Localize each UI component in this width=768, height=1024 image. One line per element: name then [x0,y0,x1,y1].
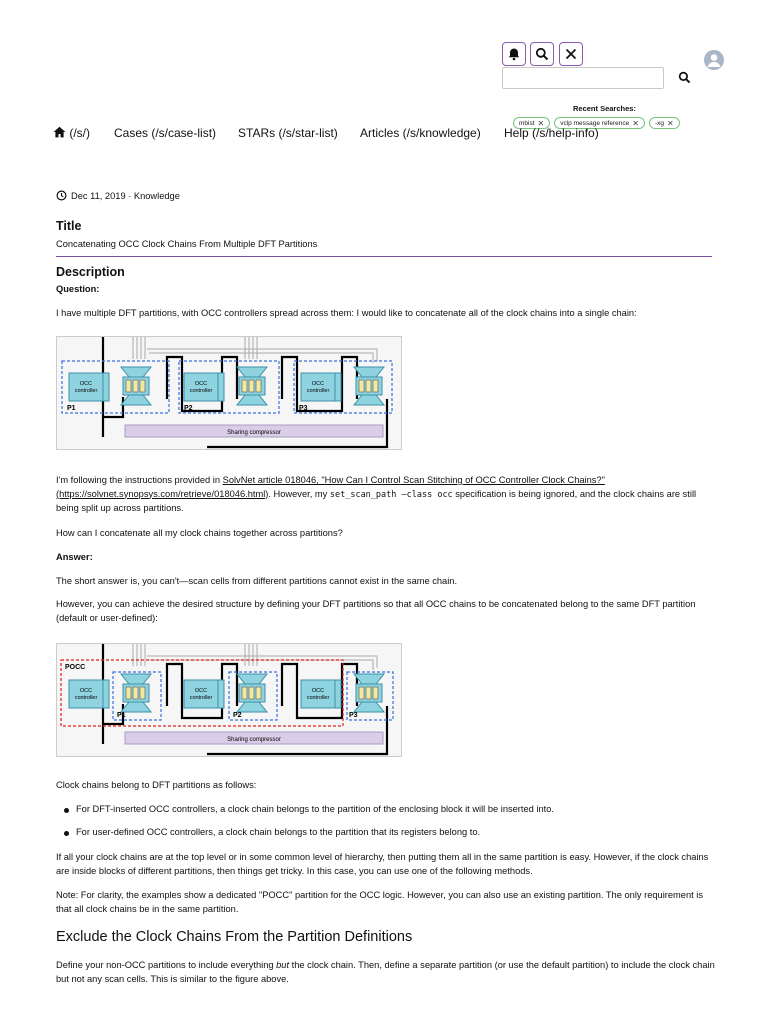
svg-text:controller: controller [306,695,330,701]
bell-icon [507,47,521,61]
svg-text:OCC: OCC [79,381,93,387]
svg-text:POCC: POCC [65,664,86,671]
occ-controller [301,373,341,401]
note-paragraph: Note: For clarity, the examples show a dedicated "POCC" partition for the OCC logic. However, you can also use an existing partition. The only requirement is that all clock chains be in the same partition. [56,890,704,914]
home-icon [53,126,66,138]
text-span: I'm following the instructions provided in [56,475,223,485]
occ-controller [69,680,109,708]
notifications-button[interactable] [502,42,526,66]
text-span: Define your non-OCC partitions to include everything [56,960,277,970]
figure-partitions-after [56,643,402,757]
svg-text:P2: P2 [233,712,242,719]
article-meta [56,190,180,201]
bullet-item: For DFT-inserted OCC controllers, a clock chain belongs to the partition of the enclosing block it will be inserted into. [76,804,554,814]
inline-code: set_scan_path –class occ [329,489,453,500]
svg-text:controller: controller [74,695,98,701]
text-span: specification is being ignored, and the clock chains are still being split up across partitions. [56,488,697,513]
text-span: the clock chain. Then, define a separate partition (or use the default partition) to include the clock chain but not any scan cells. This is similar to the figure above. [56,960,715,984]
nav-home-label: (/s/) [69,126,91,140]
section-heading: Exclude the Clock Chains From the Partition Definitions [56,929,413,945]
define-paragraph [56,959,716,986]
svg-text:controller: controller [306,388,330,394]
nav-home[interactable] [53,126,90,140]
nav-articles[interactable]: Articles (/s/knowledge) [360,126,481,140]
emphasis: but [276,960,290,970]
svg-text:P1: P1 [117,712,126,719]
text-span: . However, my [268,488,330,499]
clock-icon [56,190,67,201]
occ-controller [184,373,224,401]
avatar[interactable] [704,50,724,70]
chip-label: -xg [654,119,664,127]
question-how: How can I concatenate all my clock chains together across partitions? [56,528,343,538]
answer-label: Answer: [56,552,93,562]
question-intro: I have multiple DFT partitions, with OCC controllers spread across them: I would like to concatenate all of the clock chains into a single chain: [56,308,637,318]
user-icon [704,50,724,70]
svg-text:Sharing compressor: Sharing compressor [227,430,281,436]
svg-text:OCC: OCC [311,688,325,694]
search-icon [535,47,549,61]
bullet-dot [64,831,69,836]
svg-text:OCC: OCC [311,381,325,387]
search-icon [678,71,691,84]
close-icon [565,48,577,60]
occ-controller [184,680,224,708]
svg-text:Sharing compressor: Sharing compressor [227,737,281,743]
chip-label: mbist [519,119,535,127]
svg-text:P2: P2 [184,405,193,412]
svg-text:P3: P3 [349,712,358,719]
recent-search-chip[interactable] [649,117,680,129]
figure-partitions-before [56,336,402,450]
chip-label: vclp message reference [560,119,630,127]
search-input[interactable] [502,67,664,89]
description-heading: Description [56,265,125,279]
svg-text:controller: controller [189,388,213,394]
nav-cases[interactable]: Cases (/s/case-list) [114,126,217,140]
svg-text:OCC: OCC [79,688,93,694]
search-submit-button[interactable] [678,71,691,89]
article-title: Concatenating OCC Clock Chains From Multiple DFT Partitions [56,239,318,249]
bullet-dot [64,808,69,813]
article-date: Dec 11, 2019 · Knowledge [71,190,180,201]
title-heading: Title [56,219,82,233]
nav-help[interactable]: Help (/s/help-info) [504,126,599,140]
close-search-button[interactable] [559,42,583,66]
remove-chip-icon[interactable]: ✕ [537,118,545,128]
remove-chip-icon[interactable]: ✕ [666,118,674,128]
svg-text:OCC: OCC [194,688,208,694]
svg-text:P3: P3 [299,405,308,412]
bullet-item: For user-defined OCC controllers, a clock chain belongs to the partition that its registers belong to. [76,827,481,837]
question-label: Question: [56,284,100,294]
svg-text:P1: P1 [67,405,76,412]
following-paragraph [56,474,712,516]
however-paragraph: However, you can achieve the desired structure by defining your DFT partitions so that all OCC chains to be concatenated belong to the same DFT partition (default or user-defined): [56,599,696,623]
short-answer: The short answer is, you can't—scan cells from different partitions cannot exist in the same chain. [56,576,458,586]
remove-chip-icon[interactable]: ✕ [632,118,639,128]
belong-paragraph: Clock chains belong to DFT partitions as follows: [56,780,257,790]
occ-controller [69,373,109,401]
search-toggle-button[interactable] [530,42,554,66]
solvnet-article-link[interactable]: SolvNet article 018046, "How Can I Control Scan Stitching of OCC Controller Clock Chains?" (https://solvnet.synopsys.com/retrieve/018046.html) [56,475,605,499]
occ-controller [301,680,341,708]
svg-text:controller: controller [74,388,98,394]
title-divider [56,256,712,257]
recent-searches-label: Recent Searches: [573,104,636,113]
svg-text:OCC: OCC [194,381,208,387]
nav-stars[interactable]: STARs (/s/star-list) [238,126,338,140]
if-all-paragraph: If all your clock chains are at the top level or in some common level of hierarchy, then putting them all in the same partition is easy. However, if the clock chains are inside blocks of different partitions, then things get tricky. In this case, you can use one of the following methods. [56,852,709,876]
svg-text:controller: controller [189,695,213,701]
